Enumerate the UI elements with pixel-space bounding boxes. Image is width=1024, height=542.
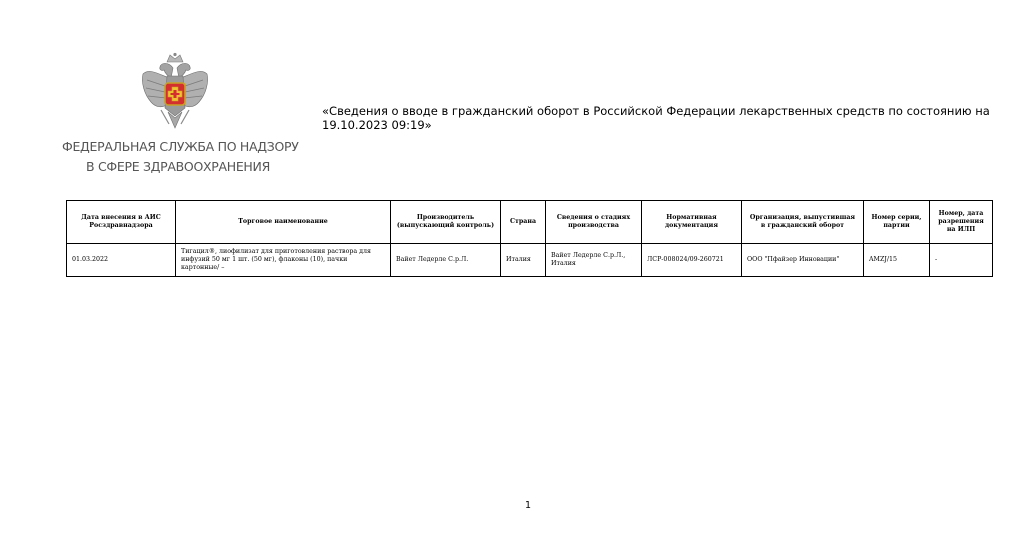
roszdravnadzor-emblem-icon (139, 52, 211, 132)
table-row (67, 244, 993, 277)
agency-name (62, 137, 299, 177)
column-header: Номер серии, партии (864, 201, 930, 244)
column-header: Организация, выпустившая в гражданский оборот (742, 201, 864, 244)
trade-name-cell: Тигацил®, лиофилизат для приготовления раствора для инфузий 50 мг 1 шт. (50 мг), флаконы (10), пачки картонные/ – (176, 244, 391, 277)
table-header-row (67, 201, 993, 244)
permit-number-cell: - (930, 244, 993, 277)
manufacturer-cell: Вайет Ледерле С.р.Л. (391, 244, 501, 277)
report-title: «Сведения о вводе в гражданский оборот в Российской Федерации лекарственных средств по состоянию на 19.10.2023 09:19» (322, 104, 990, 132)
column-header: Номер, дата разрешения на ИЛП (930, 201, 993, 244)
agency-name-line-1: ФЕДЕРАЛЬНАЯ СЛУЖБА ПО НАДЗОРУ (62, 139, 299, 154)
entry-date-cell: 01.03.2022 (67, 244, 176, 277)
country-cell: Италия (501, 244, 546, 277)
production-stages-cell: Вайет Ледерле С.р.Л., Италия (546, 244, 642, 277)
batch-number-cell: AMZJ/15 (864, 244, 930, 277)
column-header: Сведения о стадиях производства (546, 201, 642, 244)
column-header: Торговое наименование (176, 201, 391, 244)
release-records-table (66, 200, 993, 277)
releasing-organization-cell: ООО "Пфайзер Инновации" (742, 244, 864, 277)
column-header: Дата внесения в АИС Росздравнадзора (67, 201, 176, 244)
page-number: 1 (524, 500, 532, 511)
agency-name-line-2: В СФЕРЕ ЗДРАВООХРАНЕНИЯ (86, 159, 270, 174)
column-header: Нормативная документация (642, 201, 742, 244)
regulatory-documentation-cell: ЛСР-008024/09-260721 (642, 244, 742, 277)
column-header: Производитель (выпускающий контроль) (391, 201, 501, 244)
column-header: Страна (501, 201, 546, 244)
